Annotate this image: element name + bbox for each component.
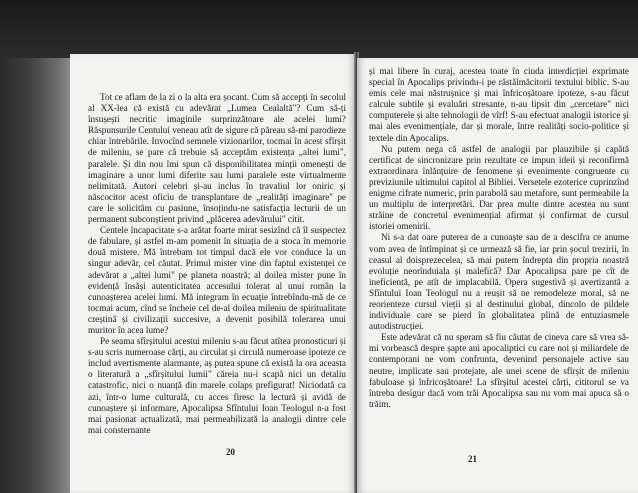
right-paragraph-1: și mai libere în curaj, acestea toate în ciuda interdicției exprimate special în Apocalips privindu-i pe răstălmăcitorii textului biblic. S-au emis cele mai năstrușnice și mai înfricoșătoare ipoteze, s-au făcut calcule subtile și evaluări stresante, n-au lipsit din „cercetare" nici computerele și alte tehnologii de vîrf! S-au efectuat analogii istorice și mai ales evenimențiale, dar și morale, între realități socio-politice și textele din Apocalips. — [369, 66, 629, 143]
background-table-left — [0, 0, 70, 493]
left-page-body — [88, 92, 346, 436]
right-paragraph-2: Nu putem nega că astfel de analogii par plauzibile și capătă certificat de sincronizare prin rezultate ce impun ideii și reconfirmă extraordinara înlănțuire de fenomene și evenimente congruente cu previziunile ultimului capitol al Bibliei. Versetele ezoterice cuprinzînd enigme cifrate numeric, prin parabolă sau metafore, sunt permeabile la un multiplu de interpretări. Dar prea multe dintre acestea nu sunt străine de concretul evenimențial afirmat și confirmat de cursul istoriei omenirii. — [369, 143, 629, 232]
right-paragraph-4: Este adevărat că nu speram să fiu căutat de cineva care să vrea să-mi vorbească despre șapte ani apocaliptici cu care noi și miliardele de contemporani ne vom confrunta, devenind personajele active sau neutre, implicate sau protejate, ale unei scene de sfîrșit de mileniu fabuloase și înfricoșătoare! La sfîrșitul acestei cărți, cititorul se va întreba desigur dacă vom trăi Apocalipsa sau nu vom mai apuca să o trăim. — [369, 332, 629, 409]
right-page-number: 21 — [468, 454, 477, 464]
background-top — [0, 0, 638, 58]
left-paragraph-3: Pe seama sfîrșitului acestui mileniu s-au făcut atîtea pronosticuri și s-au scris numeroase cărți, au circulat și circulă numeroase ipoteze ce includ avertismente alarmante, aș putea spune că există la ora aceasta o literatură a „sfîrșitului lumii" căreia nu-i scapă nici un detaliu catastrofic, nici o nuanță din marele colaps prefigurat! Niciodată ca azi, într-o lume culturală, cu acces firesc la lectură și avidă de cunoaștere și informare, Apocalipsa Sfîntului Ioan Teologul n-a fost mai pasionat actualizată, mai permeabilizată la analogii dintre cele mai consternante — [88, 336, 346, 435]
left-paragraph-1: Tot ce aflam de la zi o la alta era șocant. Cum să accepți în secolul al XX-lea că există cu adevărat „Lumea Cealaltă"? Cum să-ți însușești necritic imaginile surprinzătoare ale acelei lumi? Răspunsurile Centului veneau atît de sigure că păreau să-mi parodieze chiar întrebările. Invocînd semnele vizionarilor, tocmai în acest sfîrșit de mileniu, se pare că trebuie să acceptăm existența „altei lumi", paralele. Și din nou îmi spun că disponibilitatea minții omenești de imaginare a unor lumi diferite sau lumi paralele este virtualmente nelimitată. Autori celebri și-au inclus în travaliul lor oniric și născocitor acest oficiu de transplantare de „realități imaginare" pe care le solicităm cu pasiune, însoțindu-ne satisfacția lecturii de un permanent subconștient privind „plăcerea adevărului" citit. — [88, 92, 346, 225]
right-page-body — [369, 66, 629, 410]
left-page — [70, 54, 356, 493]
left-paragraph-2: Centele încapacitate s-a arătat foarte mirat sesizînd că îl suspectez de fabulare, și astfel m-am pomenit în situația de a stoca în memorie două mistere. Mă întrebam tot timpul dacă ele vor conduce la un singur adevăr, cel căutat. Primul mister vine din faptul existenței ce adevărat a „altei lumi" pe planeta noastră; al doilea mister pune în evidență însăși autenticitatea accesului tolerat al unui român la cunoașterea acelei lumi. Mă integram în ecuație întrebîndu-mă de ce tocmai acum, cînd se încheie cel de-al doilea mileniu de spiritualitate creștină și civilizații succesive, a devenit posibilă tolerarea unui muritor în acea lume? — [88, 225, 346, 335]
right-paragraph-3: Ni s-a dat oare puterea de a cunoaște sau de a descifra ce anume vom avea de întîmpinat și ce urmează să fie, iar prin șocul trezirii, în ceasul al doisprezecelea, să mai putem îndrepta din propria noastră evoluție neorînduiala și malefică? Dar Apocalipsa pare pe cît de ineficientă, pe atît de implacabilă. Opera sugestivă și avertizantă a Sfîntului Ioan Teologul nu a reușit să ne remodeleze moral, să ne reorienteze cursul vieții și al destinului global, dincolo de pildele individuale care se pierd în globalitatea plină de entuziasmele autodistrucției. — [369, 232, 629, 332]
right-page — [357, 58, 638, 493]
left-page-number: 20 — [226, 447, 235, 457]
